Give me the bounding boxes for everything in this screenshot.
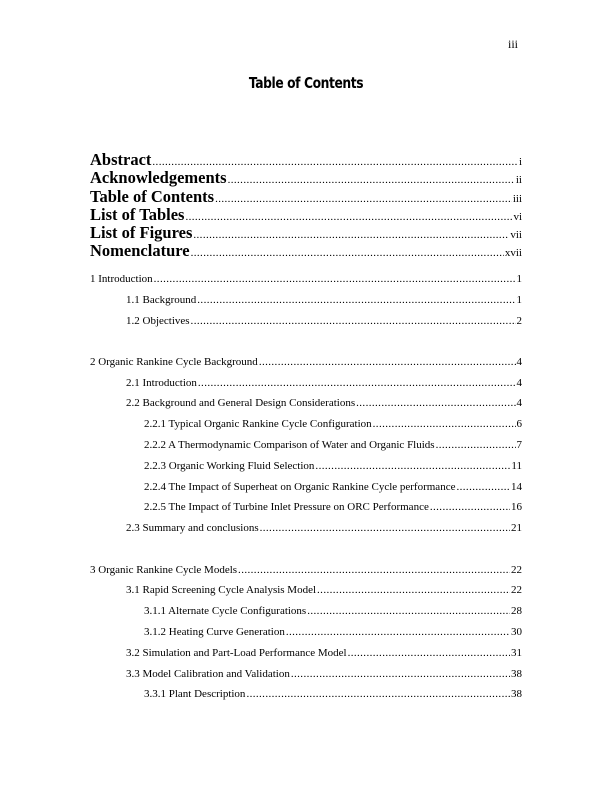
toc-entry-label: 3.3.1 Plant Description xyxy=(144,688,246,700)
dot-leader xyxy=(238,564,510,576)
dot-leader xyxy=(191,315,516,327)
toc-entry-page: 4 xyxy=(516,356,522,368)
toc-entry-nomenclature[interactable] xyxy=(90,241,522,261)
toc-entry-label: Table of Contents xyxy=(90,187,215,206)
toc-entry-page: vi xyxy=(513,211,522,223)
dot-leader xyxy=(193,229,509,241)
toc-entry-page: 6 xyxy=(516,418,522,430)
toc-entry-2-3[interactable] xyxy=(126,522,522,534)
dot-leader xyxy=(430,501,510,513)
toc-entry-page: i xyxy=(518,156,522,168)
dot-leader xyxy=(373,418,516,430)
toc-entry-page: 4 xyxy=(516,397,522,409)
dot-leader xyxy=(307,605,510,617)
toc-entry-3-1[interactable] xyxy=(126,584,522,596)
toc-entry-label: 3.1.1 Alternate Cycle Configurations xyxy=(144,605,307,617)
dot-leader xyxy=(185,211,512,223)
toc-entry-2-2-3[interactable] xyxy=(144,460,522,472)
dot-leader xyxy=(436,439,516,451)
toc-entry-page: 1 xyxy=(516,273,522,285)
page-title: Table of Contents xyxy=(248,74,364,92)
toc-entry-page: ii xyxy=(515,174,522,186)
toc-entry-2-2-1[interactable] xyxy=(144,418,522,430)
toc-entry-label: Acknowledgements xyxy=(90,168,227,187)
dot-leader xyxy=(356,397,515,409)
toc-entry-page: 31 xyxy=(511,647,522,659)
dot-leader xyxy=(215,193,512,205)
toc-entry-label: 2.2.5 The Impact of Turbine Inlet Pressure on ORC Performance xyxy=(144,501,429,513)
toc-entry-2-2[interactable] xyxy=(126,397,522,409)
toc-entry-label: 1.2 Objectives xyxy=(126,315,190,327)
page-number: iii xyxy=(508,37,519,51)
toc-entry-page: 11 xyxy=(511,460,522,472)
toc-entry-2-2-2[interactable] xyxy=(144,439,522,451)
toc-entry-3-1-1[interactable] xyxy=(144,605,522,617)
toc-entry-label: 2.1 Introduction xyxy=(126,377,197,389)
toc-chapter-3[interactable] xyxy=(90,564,522,576)
toc-entry-3-3[interactable] xyxy=(126,668,522,680)
toc-entry-label: 2.2.3 Organic Working Fluid Selection xyxy=(144,460,315,472)
toc-entry-label: 3.1 Rapid Screening Cycle Analysis Model xyxy=(126,584,317,596)
toc-entry-label: 3.2 Simulation and Part-Load Performance Model xyxy=(126,647,347,659)
toc-entry-abstract[interactable] xyxy=(90,150,522,170)
dot-leader xyxy=(259,356,516,368)
toc-entry-list-of-tables[interactable] xyxy=(90,205,522,225)
toc-entry-page: 4 xyxy=(516,377,522,389)
toc-entry-label: 3.1.2 Heating Curve Generation xyxy=(144,626,285,638)
toc-entry-list-of-figures[interactable] xyxy=(90,223,522,243)
toc-entry-page: 38 xyxy=(511,668,522,680)
toc-entry-label: 2.2 Background and General Design Considerations xyxy=(126,397,356,409)
dot-leader xyxy=(317,584,510,596)
toc-entry-label: 3 Organic Rankine Cycle Models xyxy=(90,564,238,576)
dot-leader xyxy=(154,273,516,285)
dot-leader xyxy=(228,174,515,186)
toc-entry-label: Nomenclature xyxy=(90,241,190,260)
dot-leader xyxy=(152,156,518,168)
toc-entry-label: 2.3 Summary and conclusions xyxy=(126,522,259,534)
toc-entry-page: xvii xyxy=(504,247,522,259)
toc-entry-1-2[interactable] xyxy=(126,315,522,327)
dot-leader xyxy=(348,647,510,659)
toc-entry-page: 2 xyxy=(516,315,522,327)
toc-entry-label: 3.3 Model Calibration and Validation xyxy=(126,668,290,680)
toc-entry-page: 7 xyxy=(516,439,522,451)
toc-entry-3-2[interactable] xyxy=(126,647,522,659)
dot-leader xyxy=(315,460,510,472)
toc-entry-2-1[interactable] xyxy=(126,377,522,389)
toc-entry-2-2-5[interactable] xyxy=(144,501,522,513)
dot-leader xyxy=(246,688,510,700)
toc-entry-page: 1 xyxy=(516,294,522,306)
toc-entry-page: 22 xyxy=(511,584,522,596)
toc-entry-label: Abstract xyxy=(90,150,152,169)
toc-entry-label: 1.1 Background xyxy=(126,294,197,306)
toc-entry-page: 14 xyxy=(511,481,522,493)
toc-entry-page: 16 xyxy=(511,501,522,513)
toc-entry-page: 21 xyxy=(511,522,522,534)
toc-entry-page: iii xyxy=(512,193,522,205)
toc-entry-page: 30 xyxy=(511,626,522,638)
toc-entry-page: 38 xyxy=(511,688,522,700)
toc-entry-label: 2 Organic Rankine Cycle Background xyxy=(90,356,258,368)
toc-entry-3-1-2[interactable] xyxy=(144,626,522,638)
dot-leader xyxy=(198,377,516,389)
toc-entry-page: vii xyxy=(510,229,522,241)
dot-leader xyxy=(291,668,510,680)
toc-entry-label: List of Figures xyxy=(90,223,193,242)
dot-leader xyxy=(191,247,504,259)
dot-leader xyxy=(197,294,515,306)
toc-entry-label: 2.2.1 Typical Organic Rankine Cycle Configuration xyxy=(144,418,372,430)
toc-entry-page: 22 xyxy=(511,564,522,576)
toc-entry-label: 1 Introduction xyxy=(90,273,153,285)
toc-entry-label: 2.2.2 A Thermodynamic Comparison of Water and Organic Fluids xyxy=(144,439,435,451)
dot-leader xyxy=(260,522,510,534)
toc-entry-2-2-4[interactable] xyxy=(144,481,522,493)
toc-entry-page: 28 xyxy=(511,605,522,617)
dot-leader xyxy=(456,481,510,493)
toc-chapter-1[interactable] xyxy=(90,273,522,285)
toc-entry-table-of-contents[interactable] xyxy=(90,187,522,207)
toc-entry-3-3-1[interactable] xyxy=(144,688,522,700)
toc-entry-acknowledgements[interactable] xyxy=(90,168,522,188)
toc-entry-1-1[interactable] xyxy=(126,294,522,306)
toc-entry-label: 2.2.4 The Impact of Superheat on Organic Rankine Cycle performance xyxy=(144,481,456,493)
toc-entry-label: List of Tables xyxy=(90,205,185,224)
dot-leader xyxy=(286,626,510,638)
toc-chapter-2[interactable] xyxy=(90,356,522,368)
